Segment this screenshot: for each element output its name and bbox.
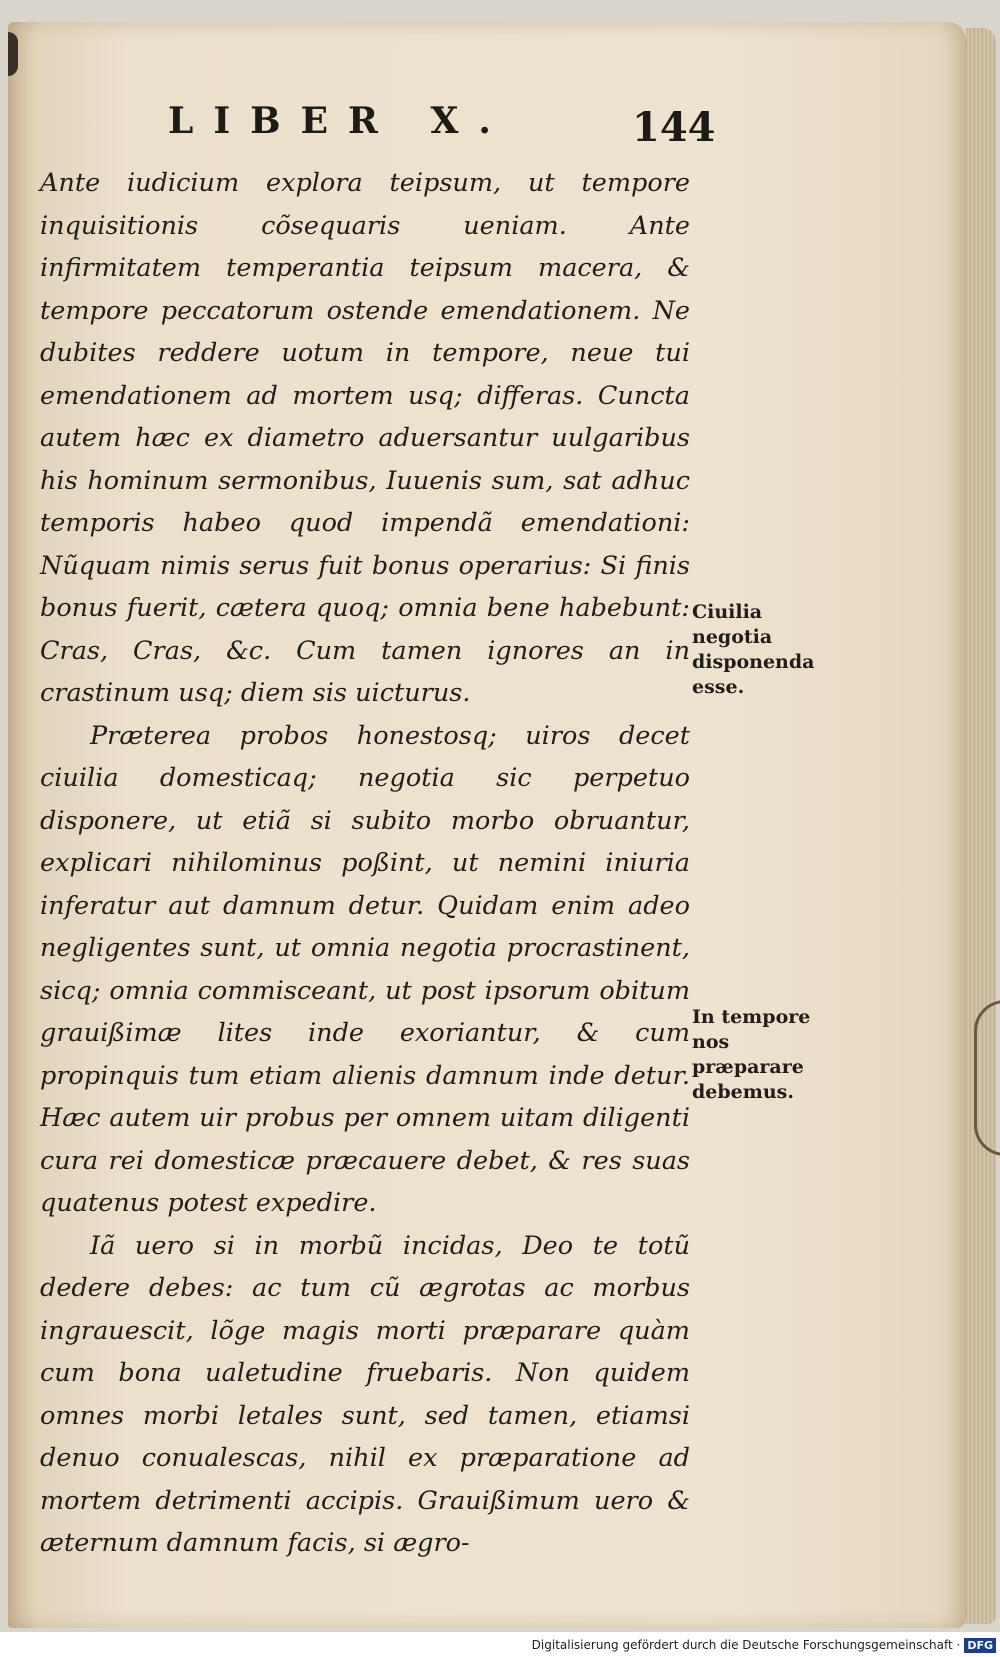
page-number: 144	[632, 104, 716, 151]
margin-note: In tempore nos præparare debemus.	[692, 1006, 811, 1103]
margin-note: Ciuilia negotia disponenda esse.	[692, 601, 815, 698]
page-header	[0, 96, 1000, 156]
binding-hole	[8, 32, 18, 76]
dfg-logo: DFG	[964, 1638, 996, 1653]
paragraph: Iã uero si in morbũ incidas, Deo te totũ dedere debes: ac tum cũ ægrotas ac morbus ingrauescit, lõge magis morti præparare quàm cum bona ualetudine fruebaris. Non quidem omnes morbi letales sunt, sed tamen, etiamsi denuo conualescas, nihil ex præparatione ad mortem detrimenti accipis. Grauißimum uero & æternum damnum facis, si ægro-	[40, 1230, 690, 1558]
book-clip	[974, 1000, 1000, 1156]
paragraph: Ante iudicium explora teipsum, ut tempore inquisitionis cõsequaris ueniam. Ante infirmitatem temperantia teipsum macera, & tempore peccatorum ostende emendationem. Ne dubites reddere uotum in tempore, neue tui emendationem ad mortem usq; differas. Cuncta autem hæc ex diametro aduersantur uulgaribus his hominum sermonibus, Iuuenis sum, sat adhuc temporis habeo quod impendã emendationi: Nũquam nimis serus fuit bonus operarius: Si finis bonus fuerit, cætera quoq; omnia bene habebunt: Cras, Cras, &c. Cum tamen ignores an in crastinum usq; diem sis uicturus.	[40, 168, 690, 708]
credit-text: Digitalisierung gefördert durch die Deutsche Forschungsgemeinschaft ·	[531, 1638, 961, 1652]
page-edges	[966, 28, 996, 1624]
footer-credit	[0, 1634, 1000, 1657]
running-head: LIBER X.	[168, 100, 511, 142]
main-text	[40, 162, 690, 1565]
paragraph: Præterea probos honestosq; uiros decet ciuilia domesticaq; negotia sic perpetuo disponere, ut etiã si subito morbo obruantur, explicari nihilominus poßint, ut nemini iniuria inferatur aut damnum detur. Quidam enim adeo negligentes sunt, ut omnia negotia procrastinent, sicq; omnia commisceant, ut post ipsorum obitum grauißimæ lites inde exoriantur, & cum propinquis tum etiam alienis damnum inde detur. Hæc autem uir probus per omnem uitam diligenti cura rei domesticæ præcauere debet, & res suas quatenus potest expedire.	[40, 720, 690, 1218]
